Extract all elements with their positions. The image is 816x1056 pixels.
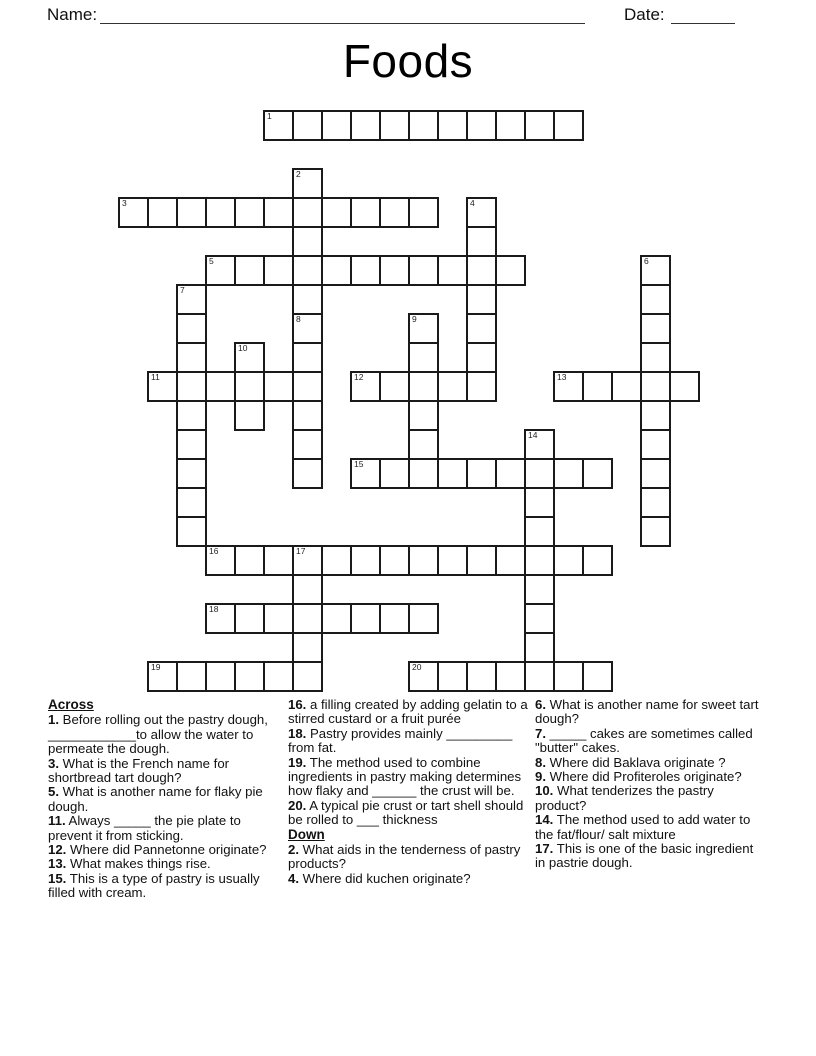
clue-number: 10.: [535, 783, 554, 799]
crossword-cell: [234, 197, 265, 228]
across-clues-header: Across: [48, 697, 94, 712]
crossword-cell: [292, 603, 323, 634]
clue-number: 14.: [535, 812, 554, 828]
cell-number: 14: [528, 430, 538, 440]
crossword-cell: [466, 661, 497, 692]
crossword-cell: [466, 110, 497, 141]
clue-column-middle: [288, 698, 528, 886]
crossword-cell: [321, 255, 352, 286]
clue-number: 12.: [48, 842, 67, 858]
crossword-cell: [234, 342, 265, 373]
cell-number: 5: [209, 256, 214, 266]
crossword-cell: [292, 197, 323, 228]
clue-item-20: 20. A typical pie crust or tart shell should be rolled to ___ thickness: [288, 797, 524, 828]
crossword-cell: [640, 458, 671, 489]
crossword-cell: [640, 284, 671, 315]
crossword-cell: [234, 371, 265, 402]
crossword-cell: [292, 458, 323, 489]
crossword-cell: [640, 313, 671, 344]
crossword-cell: [524, 110, 555, 141]
clue-number: 2.: [288, 842, 299, 858]
crossword-cell: [582, 371, 613, 402]
clue-item-14: 14. The method used to add water to the fat/flour/ salt mixture: [535, 812, 751, 842]
crossword-cell: [205, 661, 236, 692]
crossword-cell: [553, 458, 584, 489]
clue-item-2: 2. What aids in the tenderness of pastry products?: [288, 842, 521, 872]
clue-number: 3.: [48, 755, 59, 771]
crossword-cell: [263, 197, 294, 228]
crossword-cell: [118, 197, 149, 228]
crossword-cell: [408, 661, 439, 692]
clue-number: 16.: [288, 697, 307, 712]
cell-number: 2: [296, 169, 301, 179]
crossword-cell: [176, 371, 207, 402]
crossword-cell: [176, 487, 207, 518]
crossword-cell: [408, 400, 439, 431]
crossword-cell: [292, 168, 323, 199]
crossword-cell: [437, 371, 468, 402]
clue-number: 8.: [535, 754, 546, 770]
crossword-cell: [263, 110, 294, 141]
cell-number: 3: [122, 198, 127, 208]
crossword-cell: [292, 661, 323, 692]
clue-item-18: 18. Pastry provides mainly _________ from fat.: [288, 725, 513, 756]
crossword-cell: [582, 458, 613, 489]
crossword-cell: [292, 255, 323, 286]
crossword-cell: [669, 371, 700, 402]
clue-item-9: 9. Where did Profiteroles originate?: [535, 769, 742, 785]
crossword-cell: [350, 545, 381, 576]
crossword-cell: [640, 400, 671, 431]
crossword-cell: [466, 255, 497, 286]
clue-number: 4.: [288, 870, 299, 886]
crossword-cell: [176, 197, 207, 228]
crossword-cell: [408, 342, 439, 373]
crossword-cell: [350, 110, 381, 141]
clue-item-12: 12. Where did Pannetonne originate?: [48, 842, 267, 858]
crossword-cell: [379, 545, 410, 576]
crossword-cell: [321, 603, 352, 634]
cell-number: 19: [151, 662, 161, 672]
date-label: Date:: [624, 5, 665, 24]
crossword-cell: [350, 603, 381, 634]
crossword-cell: [263, 371, 294, 402]
crossword-cell: [321, 110, 352, 141]
crossword-cell: [234, 603, 265, 634]
clue-number: 5.: [48, 784, 59, 800]
down-clues-header: Down: [288, 826, 325, 842]
cell-number: 20: [412, 662, 422, 672]
crossword-cell: [408, 603, 439, 634]
crossword-cell: [466, 458, 497, 489]
crossword-cell: [466, 197, 497, 228]
crossword-cell: [292, 110, 323, 141]
crossword-cell: [466, 342, 497, 373]
crossword-cell: [437, 255, 468, 286]
crossword-cell: [466, 226, 497, 257]
clue-column-down: [535, 698, 763, 871]
clue-item-13: 13. What makes things rise.: [48, 856, 211, 872]
crossword-cell: [292, 226, 323, 257]
crossword-cell: [640, 487, 671, 518]
clue-number: 19.: [288, 754, 307, 770]
crossword-cell: [321, 197, 352, 228]
crossword-cell: [524, 429, 555, 460]
crossword-cell: [379, 255, 410, 286]
crossword-cell: [350, 458, 381, 489]
clue-item-6: 6. What is another name for sweet tart dough?: [535, 697, 759, 727]
crossword-cell: [582, 545, 613, 576]
clue-column-across: [48, 698, 276, 901]
clue-number: 17.: [535, 841, 554, 857]
crossword-cell: [205, 255, 236, 286]
crossword-cell: [379, 603, 410, 634]
cell-number: 16: [209, 546, 219, 556]
crossword-cell: [263, 661, 294, 692]
crossword-cell: [379, 110, 410, 141]
crossword-cell: [176, 661, 207, 692]
crossword-cell: [524, 603, 555, 634]
crossword-cell: [292, 545, 323, 576]
crossword-cell: [524, 661, 555, 692]
name-label: Name:: [47, 5, 98, 24]
crossword-cell: [553, 661, 584, 692]
crossword-cell: [640, 371, 671, 402]
crossword-cell: [292, 400, 323, 431]
crossword-cell: [437, 458, 468, 489]
crossword-cell: [292, 342, 323, 373]
crossword-cell: [408, 110, 439, 141]
clue-item-8: 8. Where did Baklava originate ?: [535, 754, 726, 770]
crossword-cell: [408, 458, 439, 489]
crossword-cell: [553, 110, 584, 141]
crossword-cell: [205, 545, 236, 576]
cell-number: 15: [354, 459, 364, 469]
crossword-cell: [292, 429, 323, 460]
cell-number: 6: [644, 256, 649, 266]
clue-item-1: 1. Before rolling out the pastry dough, ____________to allow the water to permeate the dough.: [48, 712, 268, 757]
crossword-cell: [437, 545, 468, 576]
crossword-cell: [176, 284, 207, 315]
crossword-cell: [350, 255, 381, 286]
crossword-cell: [234, 400, 265, 431]
crossword-cell: [205, 197, 236, 228]
clue-item-15: 15. This is a type of pastry is usually filled with cream.: [48, 870, 260, 901]
clue-number: 11.: [48, 813, 66, 829]
crossword-cell: [524, 574, 555, 605]
crossword-cell: [495, 545, 526, 576]
crossword-cell: [524, 632, 555, 663]
crossword-cell: [408, 197, 439, 228]
crossword-cell: [205, 603, 236, 634]
crossword-cell: [292, 574, 323, 605]
crossword-cell: [408, 545, 439, 576]
crossword-cell: [263, 255, 294, 286]
cell-number: 18: [209, 604, 219, 614]
crossword-cell: [408, 255, 439, 286]
crossword-cell: [495, 110, 526, 141]
crossword-cell: [263, 603, 294, 634]
crossword-cell: [495, 661, 526, 692]
crossword-cell: [466, 313, 497, 344]
clue-item-11: 11. Always _____ the pie plate to prevent it from sticking.: [48, 813, 241, 843]
crossword-cell: [176, 400, 207, 431]
crossword-cell: [379, 197, 410, 228]
cell-number: 13: [557, 372, 567, 382]
crossword-cell: [495, 458, 526, 489]
crossword-cell: [408, 313, 439, 344]
crossword-cell: [176, 429, 207, 460]
crossword-cell: [640, 516, 671, 547]
crossword-cell: [640, 342, 671, 373]
crossword-cell: [292, 371, 323, 402]
crossword-cell: [176, 342, 207, 373]
crossword-cell: [495, 255, 526, 286]
crossword-cell: [524, 545, 555, 576]
crossword-cell: [640, 255, 671, 286]
crossword-cell: [176, 458, 207, 489]
cell-number: 17: [296, 546, 306, 556]
cell-number: 4: [470, 198, 475, 208]
crossword-cell: [524, 487, 555, 518]
crossword-cell: [466, 284, 497, 315]
crossword-cell: [350, 371, 381, 402]
crossword-cell: [234, 255, 265, 286]
crossword-cell: [292, 632, 323, 663]
crossword-cell: [553, 371, 584, 402]
clue-number: 1.: [48, 712, 59, 728]
clue-number: 18.: [288, 725, 307, 741]
clue-item-19: 19. The method used to combine ingredients in pastry making determines how flaky and ______ the crust will be.: [288, 754, 522, 799]
clue-number: 6.: [535, 697, 546, 712]
clue-number: 7.: [535, 725, 546, 741]
clue-item-10: 10. What tenderizes the pastry product?: [535, 783, 714, 813]
crossword-cell: [408, 429, 439, 460]
clue-item-5: 5. What is another name for flaky pie dough.: [48, 784, 263, 814]
crossword-cell: [205, 371, 236, 402]
cell-number: 12: [354, 372, 364, 382]
crossword-cell: [292, 284, 323, 315]
cell-number: 1: [267, 111, 272, 121]
crossword-cell: [611, 371, 642, 402]
clue-number: 9.: [535, 769, 546, 785]
clue-item-3: 3. What is the French name for shortbread tart dough?: [48, 755, 230, 786]
crossword-cell: [147, 197, 178, 228]
crossword-cell: [263, 545, 294, 576]
clue-number: 20.: [288, 797, 307, 813]
crossword-cell: [292, 313, 323, 344]
cell-number: 11: [151, 372, 160, 382]
clue-item-7: 7. _____ cakes are sometimes called "butter" cakes.: [535, 725, 753, 756]
crossword-cell: [408, 371, 439, 402]
crossword-cell: [234, 545, 265, 576]
clue-item-4: 4. Where did kuchen originate?: [288, 870, 471, 886]
crossword-cell: [176, 313, 207, 344]
crossword-cell: [466, 545, 497, 576]
cell-number: 10: [238, 343, 248, 353]
crossword-cell: [379, 371, 410, 402]
cell-number: 9: [412, 314, 417, 324]
clue-item-17: 17. This is one of the basic ingredient in pastrie dough.: [535, 841, 754, 871]
crossword-cell: [350, 197, 381, 228]
crossword-cell: [437, 110, 468, 141]
cell-number: 7: [180, 285, 185, 295]
crossword-cell: [553, 545, 584, 576]
crossword-cell: [524, 458, 555, 489]
crossword-cell: [147, 661, 178, 692]
crossword-cell: [582, 661, 613, 692]
crossword-cell: [640, 429, 671, 460]
puzzle-title: Foods: [342, 35, 474, 87]
cell-number: 8: [296, 314, 301, 324]
crossword-cell: [234, 661, 265, 692]
clue-number: 13.: [48, 856, 67, 872]
crossword-cell: [147, 371, 178, 402]
crossword-cell: [321, 545, 352, 576]
crossword-cell: [437, 661, 468, 692]
clue-item-16: 16. a filling created by adding gelatin to a stirred custard or a fruit purée: [288, 697, 528, 727]
crossword-cell: [379, 458, 410, 489]
crossword-cell: [524, 516, 555, 547]
clue-number: 15.: [48, 870, 67, 886]
crossword-cell: [466, 371, 497, 402]
crossword-cell: [176, 516, 207, 547]
